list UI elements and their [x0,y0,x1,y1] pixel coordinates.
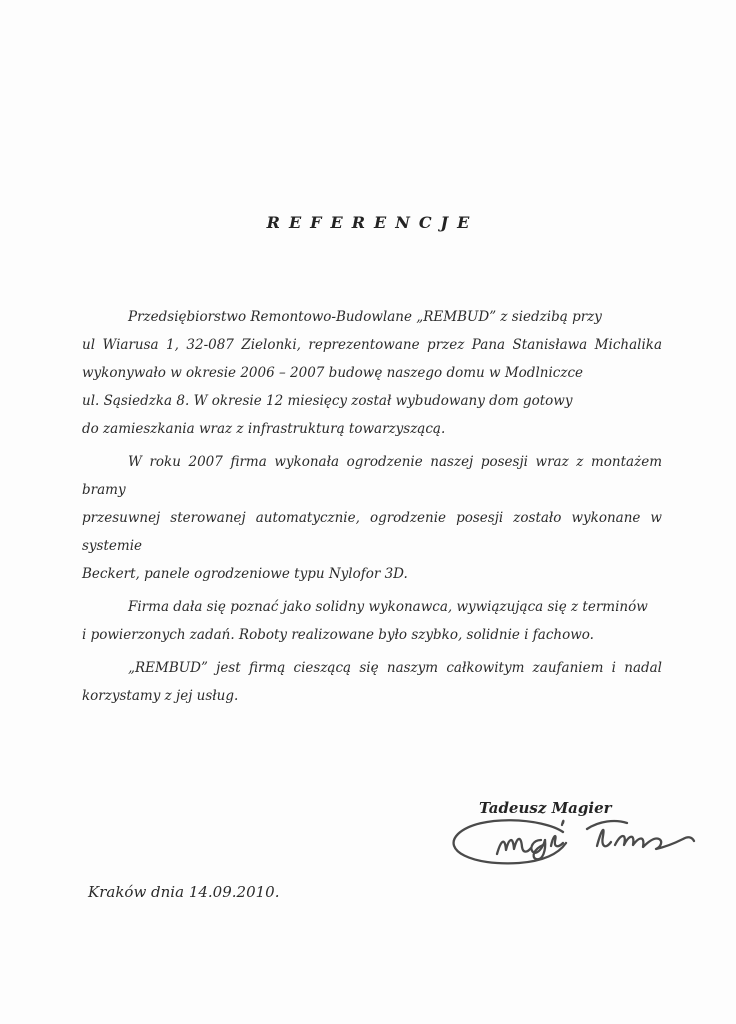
place-date: Kraków dnia 14.09.2010. [88,883,280,901]
handwritten-signature [445,806,697,870]
body-line: Firma dała się poznać jako solidny wykonawca, wywiązująca się z terminów [128,599,648,615]
signatory-name: Tadeusz Magier [479,799,612,817]
body-line: i powierzonych zadań. Roboty realizowane było szybko, solidnie i fachowo. [82,627,594,643]
body-line: ul. Sąsiedzka 8. W okresie 12 miesięcy został wybudowany dom gotowy [82,393,573,409]
body-line: korzystamy z jej usług. [82,688,239,704]
document-title: REFERENCJE [266,213,479,232]
body-line: W roku 2007 firma wykonała ogrodzenie naszej posesji wraz z montażem bramy [82,454,662,498]
body-line: przesuwnej sterowanej automatycznie, ogrodzenie posesji zostało wykonane w systemie [82,510,662,554]
letter-body [82,303,662,710]
body-line: Przedsiębiorstwo Remontowo-Budowlane „REMBUD” z siedzibą przy [128,309,602,325]
body-line: ul Wiarusa 1, 32-087 Zielonki, reprezentowane przez Pana Stanisława Michalika [82,337,662,353]
body-line: Beckert, panele ogrodzeniowe typu Nylofor 3D. [82,566,408,582]
body-line: do zamieszkania wraz z infrastrukturą towarzyszącą. [82,421,446,437]
body-line: wykonywało w okresie 2006 – 2007 budowę naszego domu w Modlniczce [82,365,583,381]
body-line: „REMBUD” jest firmą cieszącą się naszym całkowitym zaufaniem i nadal [128,660,662,676]
